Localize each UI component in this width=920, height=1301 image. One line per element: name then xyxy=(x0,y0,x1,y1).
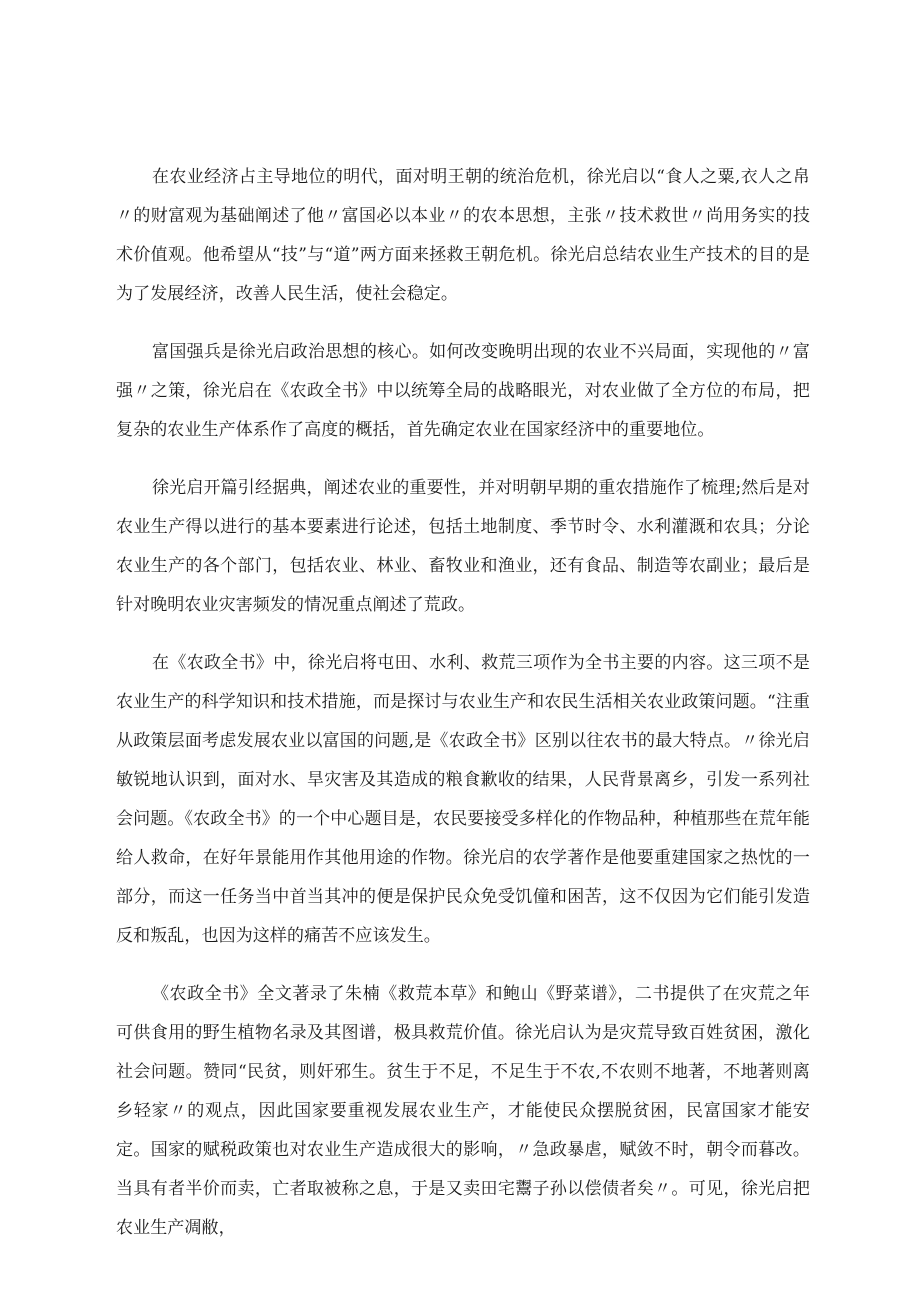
paragraph-3: 徐光启开篇引经据典，阐述农业的重要性，并对明朝早期的重农措施作了梳理;然后是对农业生产得以进行的基本要素进行论述，包括土地制度、季节时令、水利灌溉和农具；分论农业生产的各个部门，包括农业、林业、畜牧业和渔业，还有食品、制造等农副业；最后是针对晚明农业灾害频发的情况重点阐述了荒政。 xyxy=(116,478,810,615)
paragraph-4: 在《农政全书》中，徐光启将屯田、水利、救荒三项作为全书主要的内容。这三项不是农业生产的科学知识和技术措施，而是探讨与农业生产和农民生活相关农业政策问题。“注重从政策层面考虑发展农业以富国的问题,是《农政全书》区别以往农书的最大特点。〃徐光启敏锐地认识到，面对水、旱灾害及其造成的粮食歉收的结果，人民背景离乡，引发一系列社会问题。《农政全书》的一个中心题目是，农民要接受多样化的作物品种，种植那些在荒年能给人救命，在好年景能用作其他用途的作物。徐光启的农学著作是他要重建国家之热忱的一部分，而这一任务当中首当其冲的便是保护民众免受饥僮和困苦，这不仅因为它们能引发造反和叛乱，也因为这样的痛苦不应该发生。 xyxy=(116,653,810,946)
paragraph-1: 在农业经济占主导地位的明代，面对明王朝的统治危机，徐光启以“食人之粟,衣人之帛〃的财富观为基础阐述了他〃富国必以本业〃的农本思想，主张〃技术救世〃尚用务实的技术价值观。他希望从“技”与“道”两方面来拯救王朝危机。徐光启总结农业生产技术的目的是为了发展经济，改善人民生活，使社会稳定。 xyxy=(116,167,810,304)
paragraph-5: 《农政全书》全文著录了朱楠《救荒本草》和鲍山《野菜谱》，二书提供了在灾荒之年可供食用的野生植物名录及其图谱，极具救荒价值。徐光启认为是灾荒导致百姓贫困，激化社会问题。赞同“民贫，则奸邪生。贫生于不足，不足生于不农,不农则不地著，不地著则离乡轻家〃的观点，因此国家要重视发展农业生产，才能使民众摆脱贫困，民富国家才能安定。国家的赋税政策也对农业生产造成很大的影响，〃急政暴虐，赋敛不时，朝令而暮改。当具有者半价而卖，亡者取被称之息，于是又卖田宅鬻子孙以偿债者矣〃。可见，徐光启把农业生产凋敝， xyxy=(116,984,810,1238)
paragraph-2: 富国强兵是徐光启政治思想的核心。如何改变晚明出现的农业不兴局面，实现他的〃富强〃之策，徐光启在《农政全书》中以统筹全局的战略眼光，对农业做了全方位的布局，把复杂的农业生产体系作了高度的概括，首先确定农业在国家经济中的重要地位。 xyxy=(116,342,810,440)
document-page xyxy=(116,158,810,1248)
